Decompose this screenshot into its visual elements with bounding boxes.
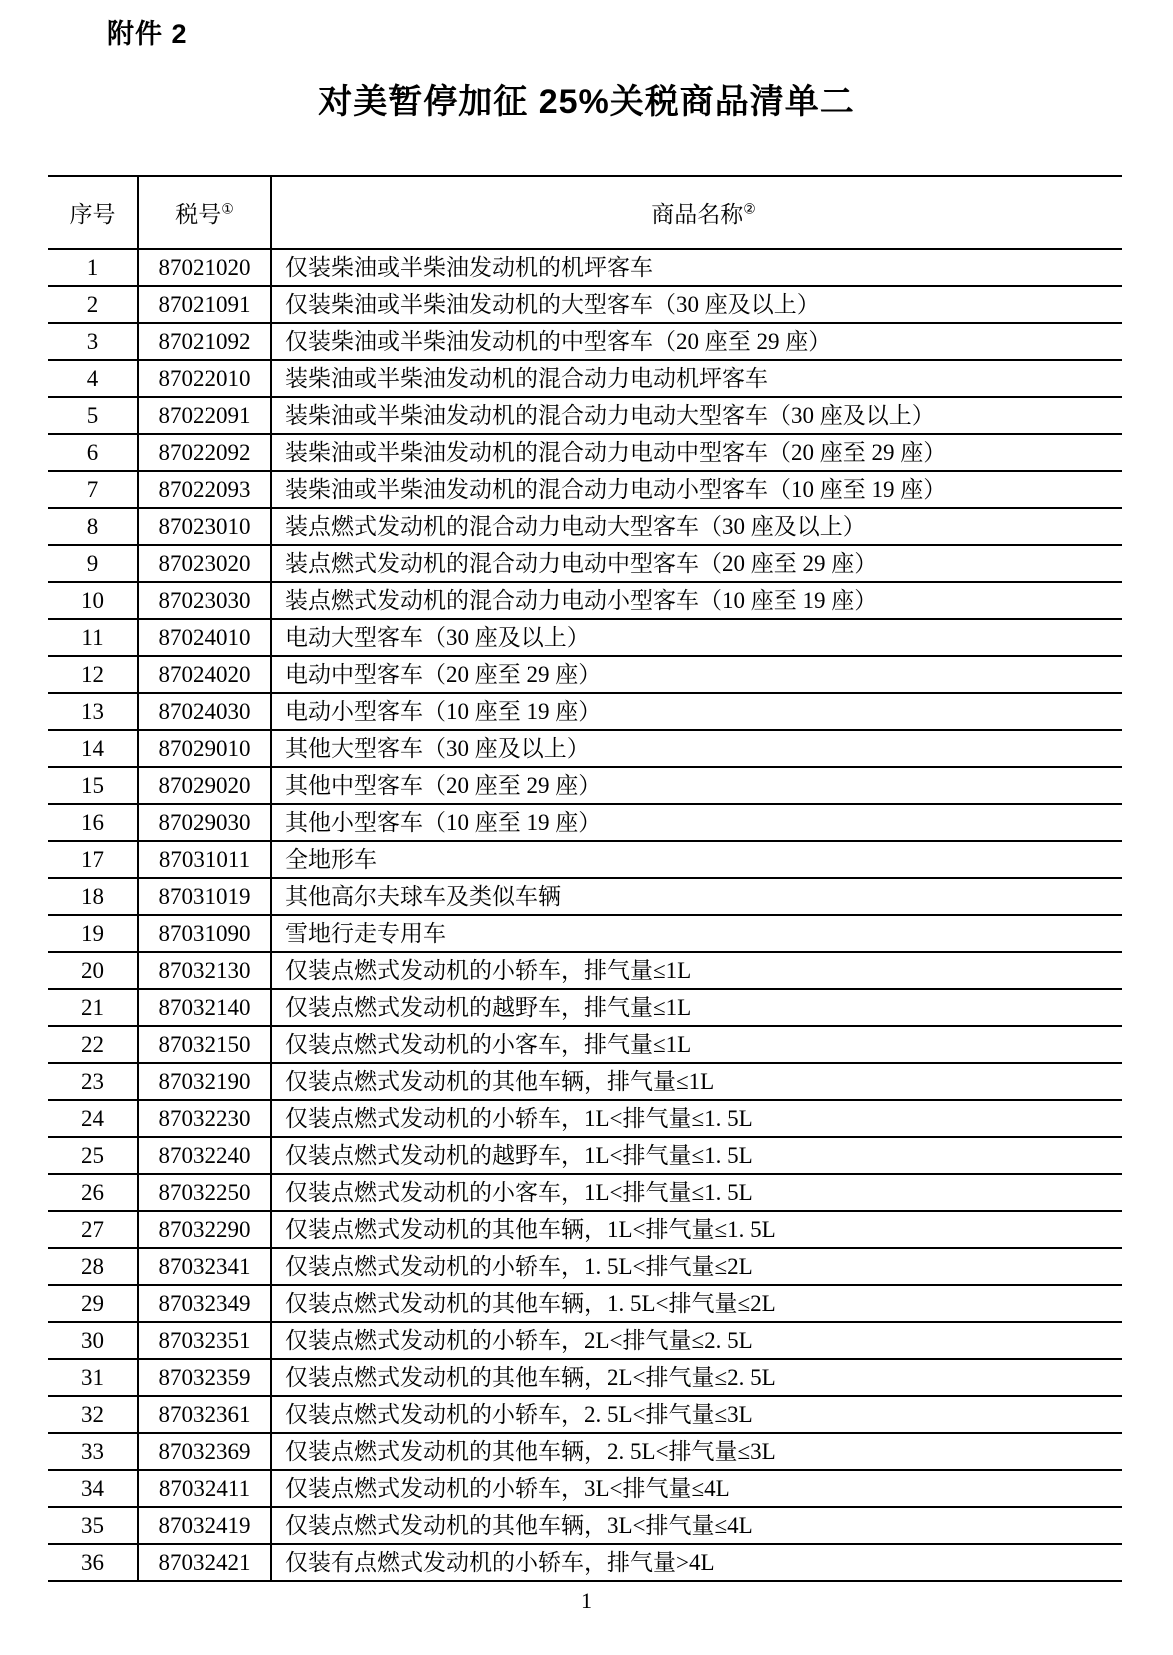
product-name-cell: 全地形车	[271, 841, 1122, 878]
table-row	[48, 397, 1122, 434]
row-number-cell: 24	[48, 1100, 138, 1137]
table-row	[48, 1137, 1122, 1174]
product-name-cell: 装点燃式发动机的混合动力电动小型客车（10 座至 19 座）	[271, 582, 1122, 619]
table-row	[48, 1174, 1122, 1211]
row-number-cell: 20	[48, 952, 138, 989]
table-row	[48, 878, 1122, 915]
row-number-cell: 13	[48, 693, 138, 730]
product-name-cell: 仅装点燃式发动机的其他车辆，1L<排气量≤1. 5L	[271, 1211, 1122, 1248]
product-name-cell: 其他大型客车（30 座及以上）	[271, 730, 1122, 767]
row-number-cell: 23	[48, 1063, 138, 1100]
hs-code-cell: 87032230	[138, 1100, 271, 1137]
hs-code-cell: 87032150	[138, 1026, 271, 1063]
table-row	[48, 249, 1122, 286]
row-number-cell: 16	[48, 804, 138, 841]
product-name-cell: 其他高尔夫球车及类似车辆	[271, 878, 1122, 915]
hs-code-cell: 87032240	[138, 1137, 271, 1174]
row-number-cell: 29	[48, 1285, 138, 1322]
row-number-cell: 4	[48, 360, 138, 397]
header-cell-name	[271, 176, 1122, 249]
document-title: 对美暂停加征 25%关税商品清单二	[318, 83, 855, 121]
row-number-cell: 7	[48, 471, 138, 508]
header-code-footnote-mark: ①	[221, 202, 234, 218]
table-row	[48, 582, 1122, 619]
hs-code-cell: 87032130	[138, 952, 271, 989]
table-row	[48, 1063, 1122, 1100]
hs-code-cell: 87021091	[138, 286, 271, 323]
table-row	[48, 286, 1122, 323]
hs-code-cell: 87021020	[138, 249, 271, 286]
tariff-table-body	[48, 249, 1122, 1581]
product-name-cell: 仅装点燃式发动机的其他车辆，3L<排气量≤4L	[271, 1507, 1122, 1544]
product-name-cell: 仅装柴油或半柴油发动机的大型客车（30 座及以上）	[271, 286, 1122, 323]
row-number-cell: 1	[48, 249, 138, 286]
table-row	[48, 804, 1122, 841]
row-number-cell: 27	[48, 1211, 138, 1248]
hs-code-cell: 87022010	[138, 360, 271, 397]
header-code-label: 税号	[175, 202, 222, 227]
table-row	[48, 989, 1122, 1026]
table-row	[48, 730, 1122, 767]
table-row	[48, 767, 1122, 804]
table-row	[48, 1396, 1122, 1433]
row-number-cell: 32	[48, 1396, 138, 1433]
table-row	[48, 1285, 1122, 1322]
table-row	[48, 471, 1122, 508]
hs-code-cell: 87031011	[138, 841, 271, 878]
row-number-cell: 36	[48, 1544, 138, 1581]
row-number-cell: 21	[48, 989, 138, 1026]
hs-code-cell: 87024010	[138, 619, 271, 656]
hs-code-cell: 87032250	[138, 1174, 271, 1211]
table-row	[48, 545, 1122, 582]
hs-code-cell: 87031090	[138, 915, 271, 952]
row-number-cell: 10	[48, 582, 138, 619]
row-number-cell: 33	[48, 1433, 138, 1470]
hs-code-cell: 87024020	[138, 656, 271, 693]
row-number-cell: 2	[48, 286, 138, 323]
product-name-cell: 装点燃式发动机的混合动力电动中型客车（20 座至 29 座）	[271, 545, 1122, 582]
product-name-cell: 装柴油或半柴油发动机的混合动力电动中型客车（20 座至 29 座）	[271, 434, 1122, 471]
product-name-cell: 其他小型客车（10 座至 19 座）	[271, 804, 1122, 841]
product-name-cell: 仅装点燃式发动机的小客车，1L<排气量≤1. 5L	[271, 1174, 1122, 1211]
row-number-cell: 8	[48, 508, 138, 545]
hs-code-cell: 87032140	[138, 989, 271, 1026]
table-row	[48, 693, 1122, 730]
product-name-cell: 装柴油或半柴油发动机的混合动力电动小型客车（10 座至 19 座）	[271, 471, 1122, 508]
table-row	[48, 323, 1122, 360]
hs-code-cell: 87022091	[138, 397, 271, 434]
row-number-cell: 19	[48, 915, 138, 952]
product-name-cell: 仅装柴油或半柴油发动机的机坪客车	[271, 249, 1122, 286]
header-serial-label: 序号	[69, 202, 116, 227]
table-row	[48, 1211, 1122, 1248]
product-name-cell: 电动小型客车（10 座至 19 座）	[271, 693, 1122, 730]
row-number-cell: 30	[48, 1322, 138, 1359]
product-name-cell: 其他中型客车（20 座至 29 座）	[271, 767, 1122, 804]
row-number-cell: 6	[48, 434, 138, 471]
product-name-cell: 装柴油或半柴油发动机的混合动力电动机坪客车	[271, 360, 1122, 397]
product-name-cell: 仅装点燃式发动机的小轿车，2L<排气量≤2. 5L	[271, 1322, 1122, 1359]
hs-code-cell: 87023010	[138, 508, 271, 545]
table-row	[48, 656, 1122, 693]
row-number-cell: 34	[48, 1470, 138, 1507]
header-cell-code	[138, 176, 271, 249]
product-name-cell: 电动中型客车（20 座至 29 座）	[271, 656, 1122, 693]
row-number-cell: 35	[48, 1507, 138, 1544]
header-cell-serial	[48, 176, 138, 249]
hs-code-cell: 87032419	[138, 1507, 271, 1544]
header-name-label: 商品名称	[651, 202, 744, 227]
hs-code-cell: 87029010	[138, 730, 271, 767]
product-name-cell: 仅装点燃式发动机的小轿车，3L<排气量≤4L	[271, 1470, 1122, 1507]
product-name-cell: 仅装点燃式发动机的其他车辆，1. 5L<排气量≤2L	[271, 1285, 1122, 1322]
table-row	[48, 508, 1122, 545]
table-row	[48, 1026, 1122, 1063]
page-number: 1	[581, 1588, 592, 1613]
hs-code-cell: 87032290	[138, 1211, 271, 1248]
row-number-cell: 5	[48, 397, 138, 434]
product-name-cell: 仅装柴油或半柴油发动机的中型客车（20 座至 29 座）	[271, 323, 1122, 360]
hs-code-cell: 87032411	[138, 1470, 271, 1507]
hs-code-cell: 87032349	[138, 1285, 271, 1322]
table-row	[48, 1470, 1122, 1507]
product-name-cell: 装柴油或半柴油发动机的混合动力电动大型客车（30 座及以上）	[271, 397, 1122, 434]
row-number-cell: 14	[48, 730, 138, 767]
product-name-cell: 仅装点燃式发动机的其他车辆，2. 5L<排气量≤3L	[271, 1433, 1122, 1470]
hs-code-cell: 87021092	[138, 323, 271, 360]
table-row	[48, 434, 1122, 471]
product-name-cell: 仅装点燃式发动机的小轿车，2. 5L<排气量≤3L	[271, 1396, 1122, 1433]
table-row	[48, 841, 1122, 878]
table-row	[48, 915, 1122, 952]
row-number-cell: 18	[48, 878, 138, 915]
hs-code-cell: 87032351	[138, 1322, 271, 1359]
table-row	[48, 1544, 1122, 1581]
row-number-cell: 9	[48, 545, 138, 582]
product-name-cell: 仅装点燃式发动机的小客车，排气量≤1L	[271, 1026, 1122, 1063]
product-name-cell: 仅装有点燃式发动机的小轿车，排气量>4L	[271, 1544, 1122, 1581]
table-row	[48, 1359, 1122, 1396]
hs-code-cell: 87022093	[138, 471, 271, 508]
table-header	[48, 176, 1122, 249]
product-name-cell: 雪地行走专用车	[271, 915, 1122, 952]
product-name-cell: 仅装点燃式发动机的越野车，1L<排气量≤1. 5L	[271, 1137, 1122, 1174]
row-number-cell: 28	[48, 1248, 138, 1285]
hs-code-cell: 87022092	[138, 434, 271, 471]
row-number-cell: 17	[48, 841, 138, 878]
row-number-cell: 22	[48, 1026, 138, 1063]
product-name-cell: 电动大型客车（30 座及以上）	[271, 619, 1122, 656]
hs-code-cell: 87023020	[138, 545, 271, 582]
row-number-cell: 12	[48, 656, 138, 693]
product-name-cell: 仅装点燃式发动机的其他车辆，2L<排气量≤2. 5L	[271, 1359, 1122, 1396]
header-name-footnote-mark: ②	[743, 202, 756, 218]
table-row	[48, 1322, 1122, 1359]
hs-code-cell: 87031019	[138, 878, 271, 915]
table-row	[48, 952, 1122, 989]
hs-code-cell: 87032369	[138, 1433, 271, 1470]
table-row	[48, 1433, 1122, 1470]
product-name-cell: 仅装点燃式发动机的小轿车，1L<排气量≤1. 5L	[271, 1100, 1122, 1137]
table-header-row	[48, 176, 1122, 249]
hs-code-cell: 87032361	[138, 1396, 271, 1433]
hs-code-cell: 87029030	[138, 804, 271, 841]
table-row	[48, 619, 1122, 656]
hs-code-cell: 87032190	[138, 1063, 271, 1100]
tariff-table	[48, 175, 1122, 1582]
hs-code-cell: 87032359	[138, 1359, 271, 1396]
product-name-cell: 仅装点燃式发动机的越野车，排气量≤1L	[271, 989, 1122, 1026]
row-number-cell: 25	[48, 1137, 138, 1174]
hs-code-cell: 87024030	[138, 693, 271, 730]
product-name-cell: 仅装点燃式发动机的小轿车，排气量≤1L	[271, 952, 1122, 989]
hs-code-cell: 87029020	[138, 767, 271, 804]
table-row	[48, 1100, 1122, 1137]
attachment-label: 附件 2	[107, 19, 188, 49]
table-row	[48, 1248, 1122, 1285]
row-number-cell: 11	[48, 619, 138, 656]
hs-code-cell: 87032341	[138, 1248, 271, 1285]
table-row	[48, 1507, 1122, 1544]
product-name-cell: 仅装点燃式发动机的小轿车，1. 5L<排气量≤2L	[271, 1248, 1122, 1285]
row-number-cell: 26	[48, 1174, 138, 1211]
row-number-cell: 15	[48, 767, 138, 804]
product-name-cell: 仅装点燃式发动机的其他车辆，排气量≤1L	[271, 1063, 1122, 1100]
hs-code-cell: 87032421	[138, 1544, 271, 1581]
row-number-cell: 3	[48, 323, 138, 360]
table-row	[48, 360, 1122, 397]
product-name-cell: 装点燃式发动机的混合动力电动大型客车（30 座及以上）	[271, 508, 1122, 545]
hs-code-cell: 87023030	[138, 582, 271, 619]
row-number-cell: 31	[48, 1359, 138, 1396]
